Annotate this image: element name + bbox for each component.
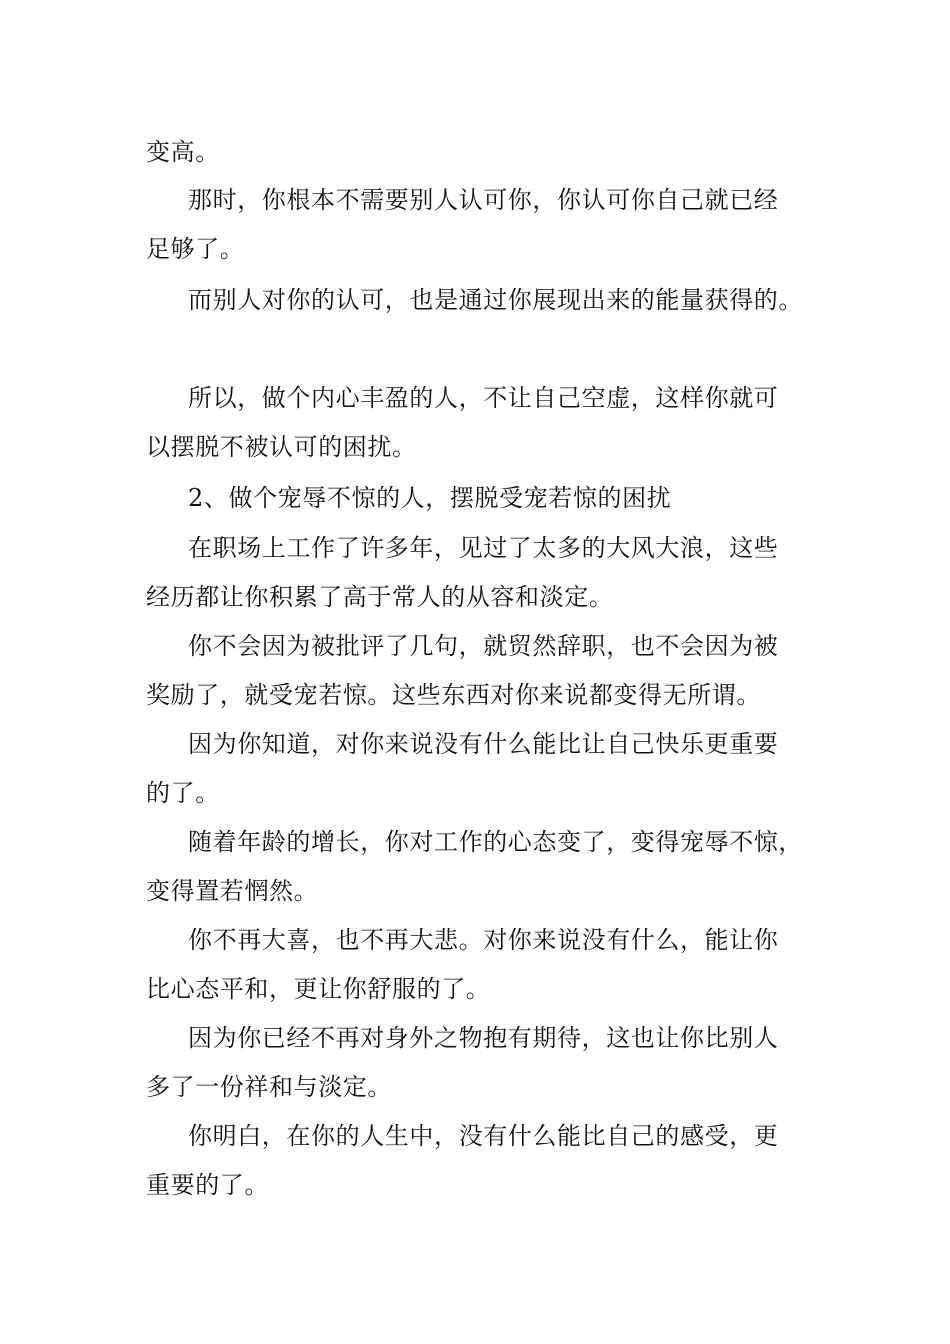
text-line: 你不再大喜，也不再大悲。对你来说没有什么，能让你: [188, 926, 779, 954]
paragraph-12: [146, 1112, 818, 1210]
text-line: 比心态平和，更让你舒服的了。: [146, 975, 491, 1003]
paragraph-3: [146, 276, 818, 325]
paragraph-2: [146, 176, 818, 274]
text-line: 变高。: [146, 138, 220, 166]
text-line: 2、做个宠辱不惊的人，摆脱受宠若惊的困扰: [188, 484, 672, 512]
paragraph-4: [146, 374, 818, 472]
paragraph-8: [146, 720, 818, 818]
text-line: 的了。: [146, 779, 220, 807]
paragraph-11: [146, 1014, 818, 1112]
paragraph-9: [146, 818, 818, 916]
text-line: 在职场上工作了许多年，见过了太多的大风大浪，这些: [188, 534, 779, 562]
text-line: 你明白，在你的人生中，没有什么能比自己的感受，更: [188, 1122, 779, 1150]
paragraph-10: [146, 916, 818, 1014]
text-line: 奖励了，就受宠若惊。这些东西对你来说都变得无所谓。: [146, 681, 761, 709]
text-line: 所以，做个内心丰盈的人，不让自己空虚，这样你就可: [188, 384, 779, 412]
text-line: 因为你知道，对你来说没有什么能比让自己快乐更重要: [188, 730, 779, 758]
text-line: 重要的了。: [146, 1171, 269, 1199]
paragraph-7: [146, 622, 818, 720]
section-heading: [146, 474, 818, 523]
text-line: 以摆脱不被认可的困扰。: [146, 433, 417, 461]
text-line: 多了一份祥和与淡定。: [146, 1073, 392, 1101]
text-line: 你不会因为被批评了几句，就贸然辞职，也不会因为被: [188, 632, 779, 660]
text-line: 足够了。: [146, 235, 245, 263]
text-line: 变得置若惘然。: [146, 877, 319, 905]
paragraph-1: [146, 128, 818, 177]
text-line: 随着年龄的增长，你对工作的心态变了，变得宠辱不惊，: [188, 828, 803, 856]
text-line: 经历都让你积累了高于常人的从容和淡定。: [146, 583, 614, 611]
text-line: 因为你已经不再对身外之物抱有期待，这也让你比别人: [188, 1024, 779, 1052]
paragraph-6: [146, 524, 818, 622]
text-line: 那时，你根本不需要别人认可你，你认可你自己就已经: [188, 186, 779, 214]
text-line: 而别人对你的认可，也是通过你展现出来的能量获得的。: [188, 286, 803, 314]
